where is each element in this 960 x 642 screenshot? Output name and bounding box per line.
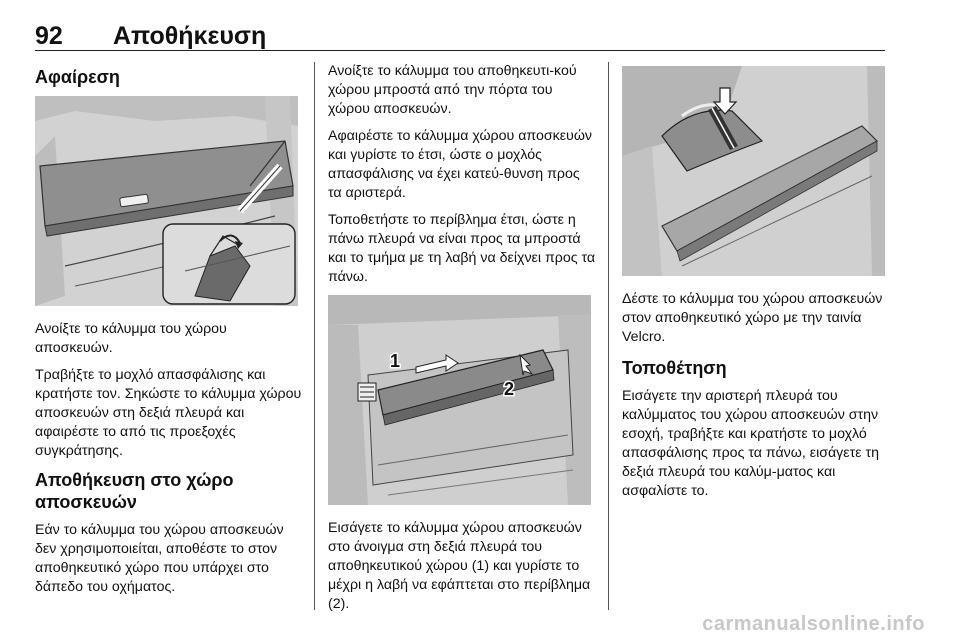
- paragraph-open-cover: Ανοίξτε το κάλυμμα του χώρου αποσκευών.: [35, 321, 227, 356]
- paragraph-turn-cover: Αφαιρέστε το κάλυμμα χώρου αποσκευών και γυρίστε το έτσι, ώστε ο μοχλός απασφάλισης να έχει κατεύ-θυνση προς τα αριστερά.: [328, 128, 592, 201]
- paragraph-pull-lever: Τραβήξτε το μοχλό απασφάλισης και κρατήστε τον. Σηκώστε το κάλυμμα χώρου αποσκευών στη δεξιά πλευρά και αφαιρέστε το από τις προεξοχές συγκράτησης.: [35, 367, 302, 459]
- column-3: [622, 62, 890, 509]
- column-divider-1: [314, 62, 315, 610]
- figure-cover-insertion: [328, 295, 591, 505]
- paragraph-store-cover: Εάν το κάλυμμα του χώρου αποσκευών δεν χρησιμοποιείται, αποθέστε το στον αποθηκευτικό χώρο που υπάρχει στο δάπεδο του οχήματος.: [35, 522, 284, 595]
- figure-velcro-strap: [622, 66, 885, 276]
- section-heading-storage: Αποθήκευση στο χώρο αποσκευών: [35, 470, 234, 512]
- page-header: [35, 22, 885, 52]
- paragraph-open-storage-cover: Ανοίξτε το κάλυμμα του αποθηκευτι-κού χώρου μπροστά από την πόρτα του χώρου αποσκευών.: [328, 63, 577, 117]
- figure-cover-removal: [35, 96, 298, 306]
- footer-watermark: carmanualsonline.info: [702, 613, 925, 635]
- figure-label-1: 1: [390, 351, 401, 371]
- column-1: [35, 62, 303, 605]
- velcro-strap-illustration: [622, 66, 885, 276]
- header-rule: [35, 50, 885, 51]
- page-number: 92: [35, 22, 63, 50]
- section-heading-installation: Τοποθέτηση: [622, 358, 727, 378]
- cover-removal-illustration: [35, 96, 298, 306]
- section-heading-removal: Αφαίρεση: [35, 67, 120, 87]
- chapter-title: Αποθήκευση: [113, 22, 267, 50]
- figure-label-2: 2: [504, 379, 515, 399]
- cover-insertion-illustration: [328, 295, 591, 505]
- paragraph-velcro: Δέστε το κάλυμμα του χώρου αποσκευών στον αποθηκευτικό χώρο με την ταινία Velcro.: [622, 291, 883, 345]
- paragraph-position-housing: Τοποθετήστε το περίβλημα έτσι, ώστε η πάνω πλευρά να είναι προς τα μπροστά και το τμήμα με τη λαβή να δείχνει προς τα πάνω.: [328, 212, 596, 285]
- paragraph-install-cover: Εισάγετε την αριστερή πλευρά του καλύμματος του χώρου αποσκευών στην εσοχή, τραβήξτε και κρατήστε το μοχλό απασφάλισης προς τα πάνω, εισάγετε τη δεξιά πλευρά του καλύμ-ματος και ασφαλίστε το.: [622, 388, 879, 499]
- column-2: [328, 62, 596, 622]
- paragraph-insert-cover: Εισάγετε το κάλυμμα χώρου αποσκευών στο άνοιγμα στη δεξιά πλευρά του αποθηκευτικού χώρου (1) και γυρίστε το μέχρι η λαβή να εφάπτεται στο περίβλημα (2).: [328, 520, 591, 612]
- column-divider-2: [608, 62, 609, 610]
